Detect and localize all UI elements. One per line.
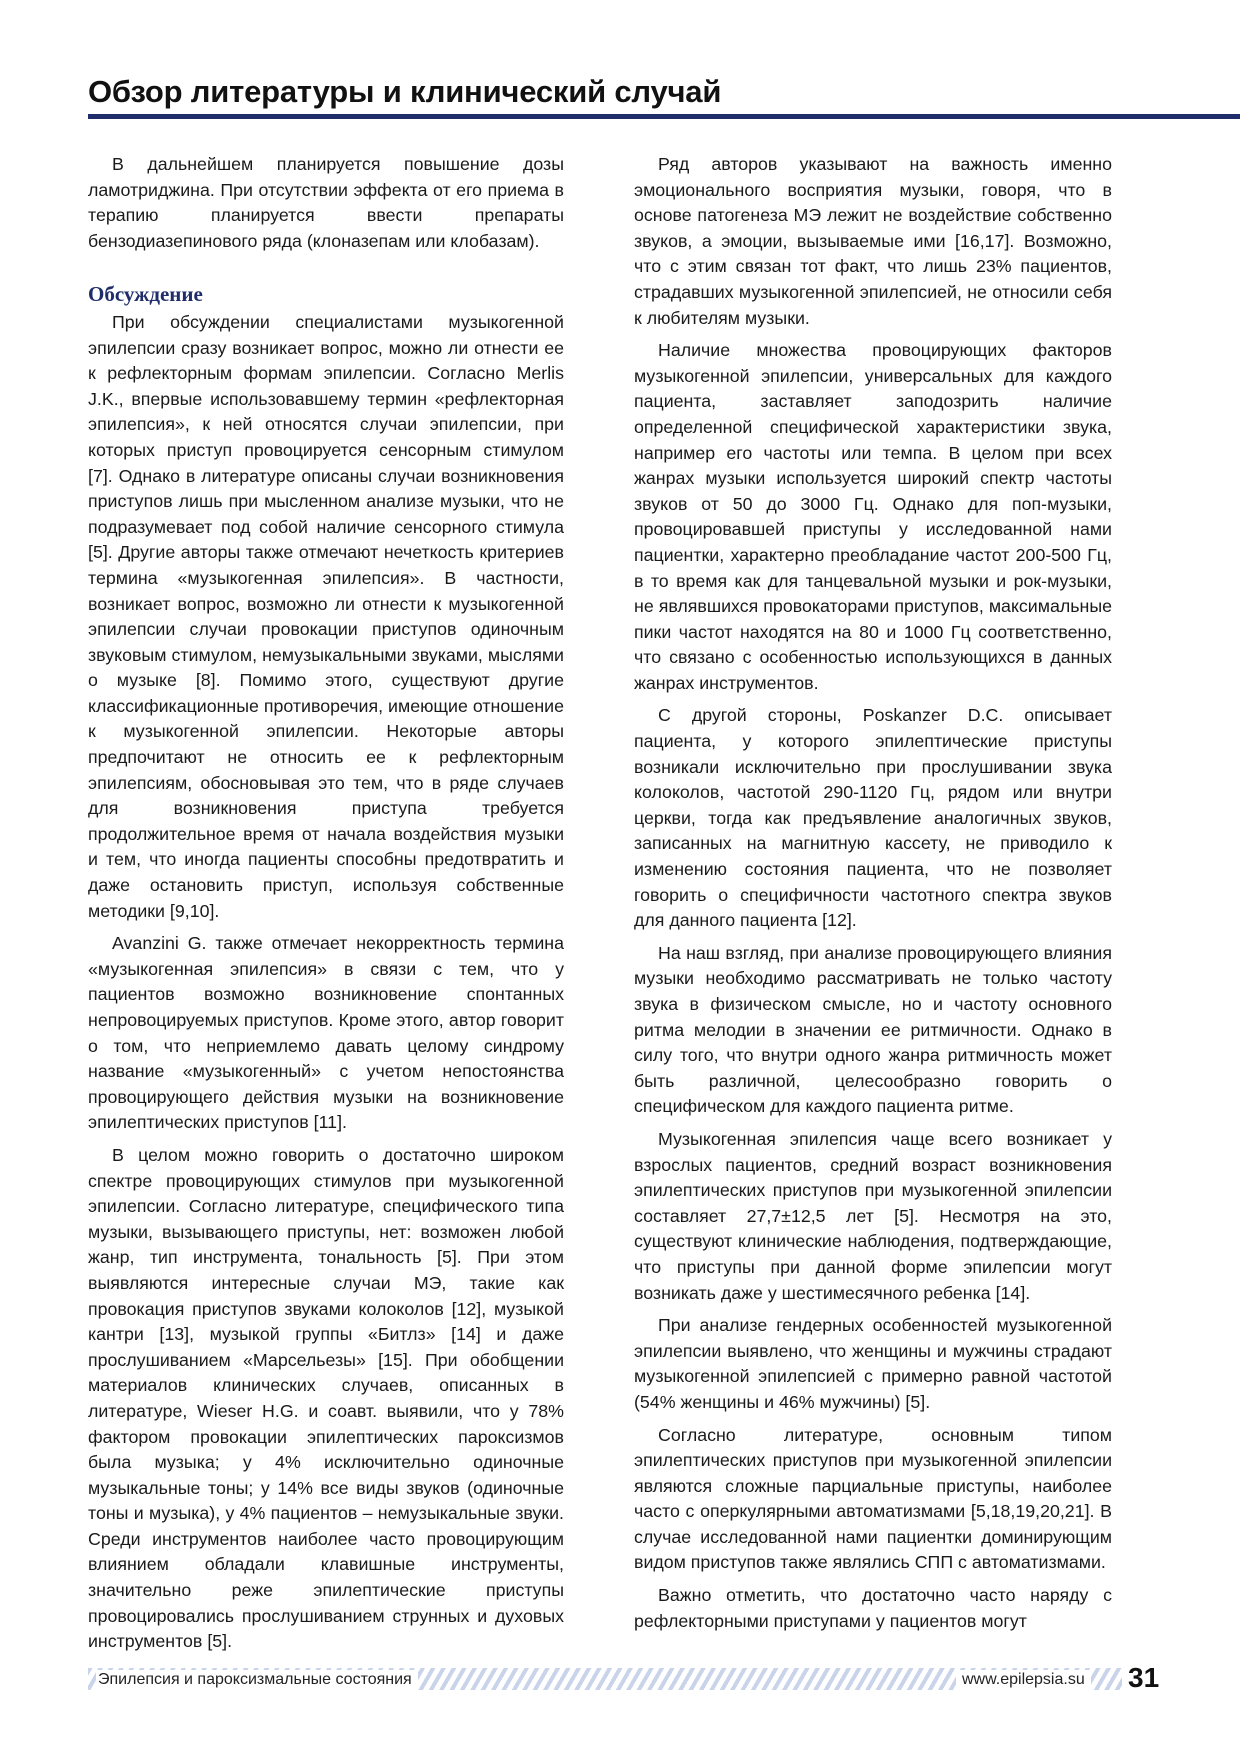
paragraph: Avanzini G. также отмечает некорректность термина «музыкогенная эпилепсия» в связи с тем, что у пациентов возможно возникновение спонтанных непровоцируемых приступов. Кроме этого, автор говорит о том, что неприемлемо давать целому синдрому название «музыкогенный» с учетом непостоянства провоцирующего действия музыки на возникновение эпилептических приступов [11]. <box>88 933 564 1133</box>
paragraph: С другой стороны, Poskanzer D.C. описывает пациента, у которого эпилептические приступы возникали исключительно при прослушивании звука колоколов, частотой 290-1120 Гц, рядом или внутри церкви, тогда как предъявление аналогичных звуков, записанных на магнитную кассету, не приводило к изменению состояния пациента, что не позволяет говорить о специфичности частотного спектра звуков для данного пациента [12]. <box>634 705 1112 931</box>
page-header <box>88 74 1240 119</box>
paragraph: На наш взгляд, при анализе провоцирующего влияния музыки необходимо рассматривать не только частоту звука в физическом смысле, но и частоту основного ритма мелодии в значении ее ритмичности. Однако в силу того, что внутри одного жанра ритмичность может быть различной, целесообразно говорить о специфическом для каждого пациента ритме. <box>634 942 1112 1117</box>
discussion-heading: Обсуждение <box>88 282 203 307</box>
section-title: Обзор литературы и клинический случай <box>88 74 722 109</box>
right-column <box>634 152 1112 1641</box>
paragraph: Музыкогенная эпилепсия чаще всего возникает у взрослых пациентов, средний возраст возникновения эпилептических приступов при музыкогенной эпилепсии составляет 27,7±12,5 лет [5]. Несмотря на это, существуют клинические наблюдения, подтверждающие, что приступы при данной форме эпилепсии могут возникать даже у шестимесячного ребенка [14]. <box>634 1128 1112 1303</box>
left-column <box>88 152 564 1662</box>
paragraph: Ряд авторов указывают на важность именно эмоционального восприятия музыки, говоря, что в основе патогенеза МЭ лежит не воздействие собственно звуков, а эмоции, вызываемые ими [16,17]. Возможно, что с этим связан тот факт, что лишь 23% пациентов, страдавших музыкогенной эпилепсией, не относили себя к любителям музыки. <box>634 154 1112 328</box>
journal-name: Эпилепсия и пароксизмальные состояния <box>96 1670 418 1690</box>
paragraph: При анализе гендерных особенностей музыкогенной эпилепсии выявлено, что женщины и мужчины страдают музыкогенной эпилепсией с примерно равной частотой (54% женщины и 46% мужчины) [5]. <box>634 1315 1112 1412</box>
paragraph: Важно отметить, что достаточно часто наряду с рефлекторными приступами у пациентов могут <box>634 1585 1112 1631</box>
paragraph: Согласно литературе, основным типом эпилептических приступов при музыкогенной эпилепсии являются сложные парциальные приступы, наиболее часто с оперкулярными автоматизмами [5,18,19,20,21]. В случае исследованной нами пациентки доминирующим видом приступов также являлись СПП с автоматизмами. <box>634 1424 1112 1573</box>
paragraph: В дальнейшем планируется повышение дозы ламотриджина. При отсутствии эффекта от его приема в терапию планируется ввести препараты бензодиазепинового ряда (клоназепам или клобазам). <box>88 154 564 251</box>
page-number: 31 <box>1128 1662 1160 1693</box>
page-footer <box>88 1664 1240 1696</box>
header-rule <box>88 114 1240 119</box>
paragraph: При обсуждении специалистами музыкогенной эпилепсии сразу возникает вопрос, можно ли отнести ее к рефлекторным формам эпилепсии. Согласно Merlis J.K., впервые использовавшему термин «рефлекторная эпилепсия», к ней относятся случаи эпилепсии, при которых приступ провоцируется сенсорным стимулом [7]. Однако в литературе описаны случаи возникновения приступов лишь при мысленном анализе музыки, что не подразумевает под собой наличие сенсорного стимула [5]. Другие авторы также отмечают нечеткость критериев термина «музыкогенная эпилепсия». В частности, возникает вопрос, возможно ли отнести к музыкогенной эпилепсии случаи провокации приступов одиночным звуковым стимулом, немузыкальными звуками, мыслями о музыке [8]. Помимо этого, существуют другие классификационные противоречия, имеющие отношение к музыкогенной эпилепсии. Некоторые авторы предпочитают не относить ее к рефлекторным эпилепсиям, обосновывая это тем, что в ряде случаев для возникновения приступа требуется продолжительное время от начала воздействия музыки и тем, что иногда пациенты способны предотвратить и даже остановить приступ, используя собственные методики [9,10]. <box>88 311 564 921</box>
paragraph: Наличие множества провоцирующих факторов музыкогенной эпилепсии, универсальных для каждого пациента, заставляет заподозрить наличие определенной специфической характеристики звука, например его частоты или темпа. В целом при всех жанрах музыки используется широкий спектр частоты звуков от 50 до 3000 Гц. Однако для поп-музыки, провоцировавшей приступы у исследованной нами пациентки, характерно преобладание частот 200-500 Гц, в то время как для танцевальной музыки и рок-музыки, не являвшихся провокаторами приступов, максимальные пики частот находятся на 80 и 1000 Гц соответственно, что связано с особенностью использующихся в данных жанрах инструментов. <box>634 340 1112 693</box>
journal-url[interactable]: www.epilepsia.su <box>956 1670 1091 1690</box>
paragraph: В целом можно говорить о достаточно широком спектре провоцирующих стимулов при музыкогенной эпилепсии. Согласно литературе, специфического типа музыки, вызывающего приступы, нет: возможен любой жанр, тип инструмента, тональность [5]. При этом выявляются интересные случаи МЭ, такие как провокация приступов звуками колоколов [12], музыкой кантри [13], музыкой группы «Битлз» [14] и даже прослушиванием «Марсельезы» [15]. При обобщении материалов клинических случаев, описанных в литературе, Wieser H.G. и соавт. выявили, что у 78% фактором провокации эпилептических пароксизмов была музыка; у 4% исключительно одиночные музыкальные тоны; у 14% все виды звуков (одиночные тоны и музыка), у 4% пациентов – немузыкальные звуки. Среди инструментов наиболее часто провоцирующим влиянием обладали клавишные инструменты, значительно реже эпилептические приступы провоцировались прослушиванием струнных и духовых инструментов [5]. <box>88 1144 564 1652</box>
